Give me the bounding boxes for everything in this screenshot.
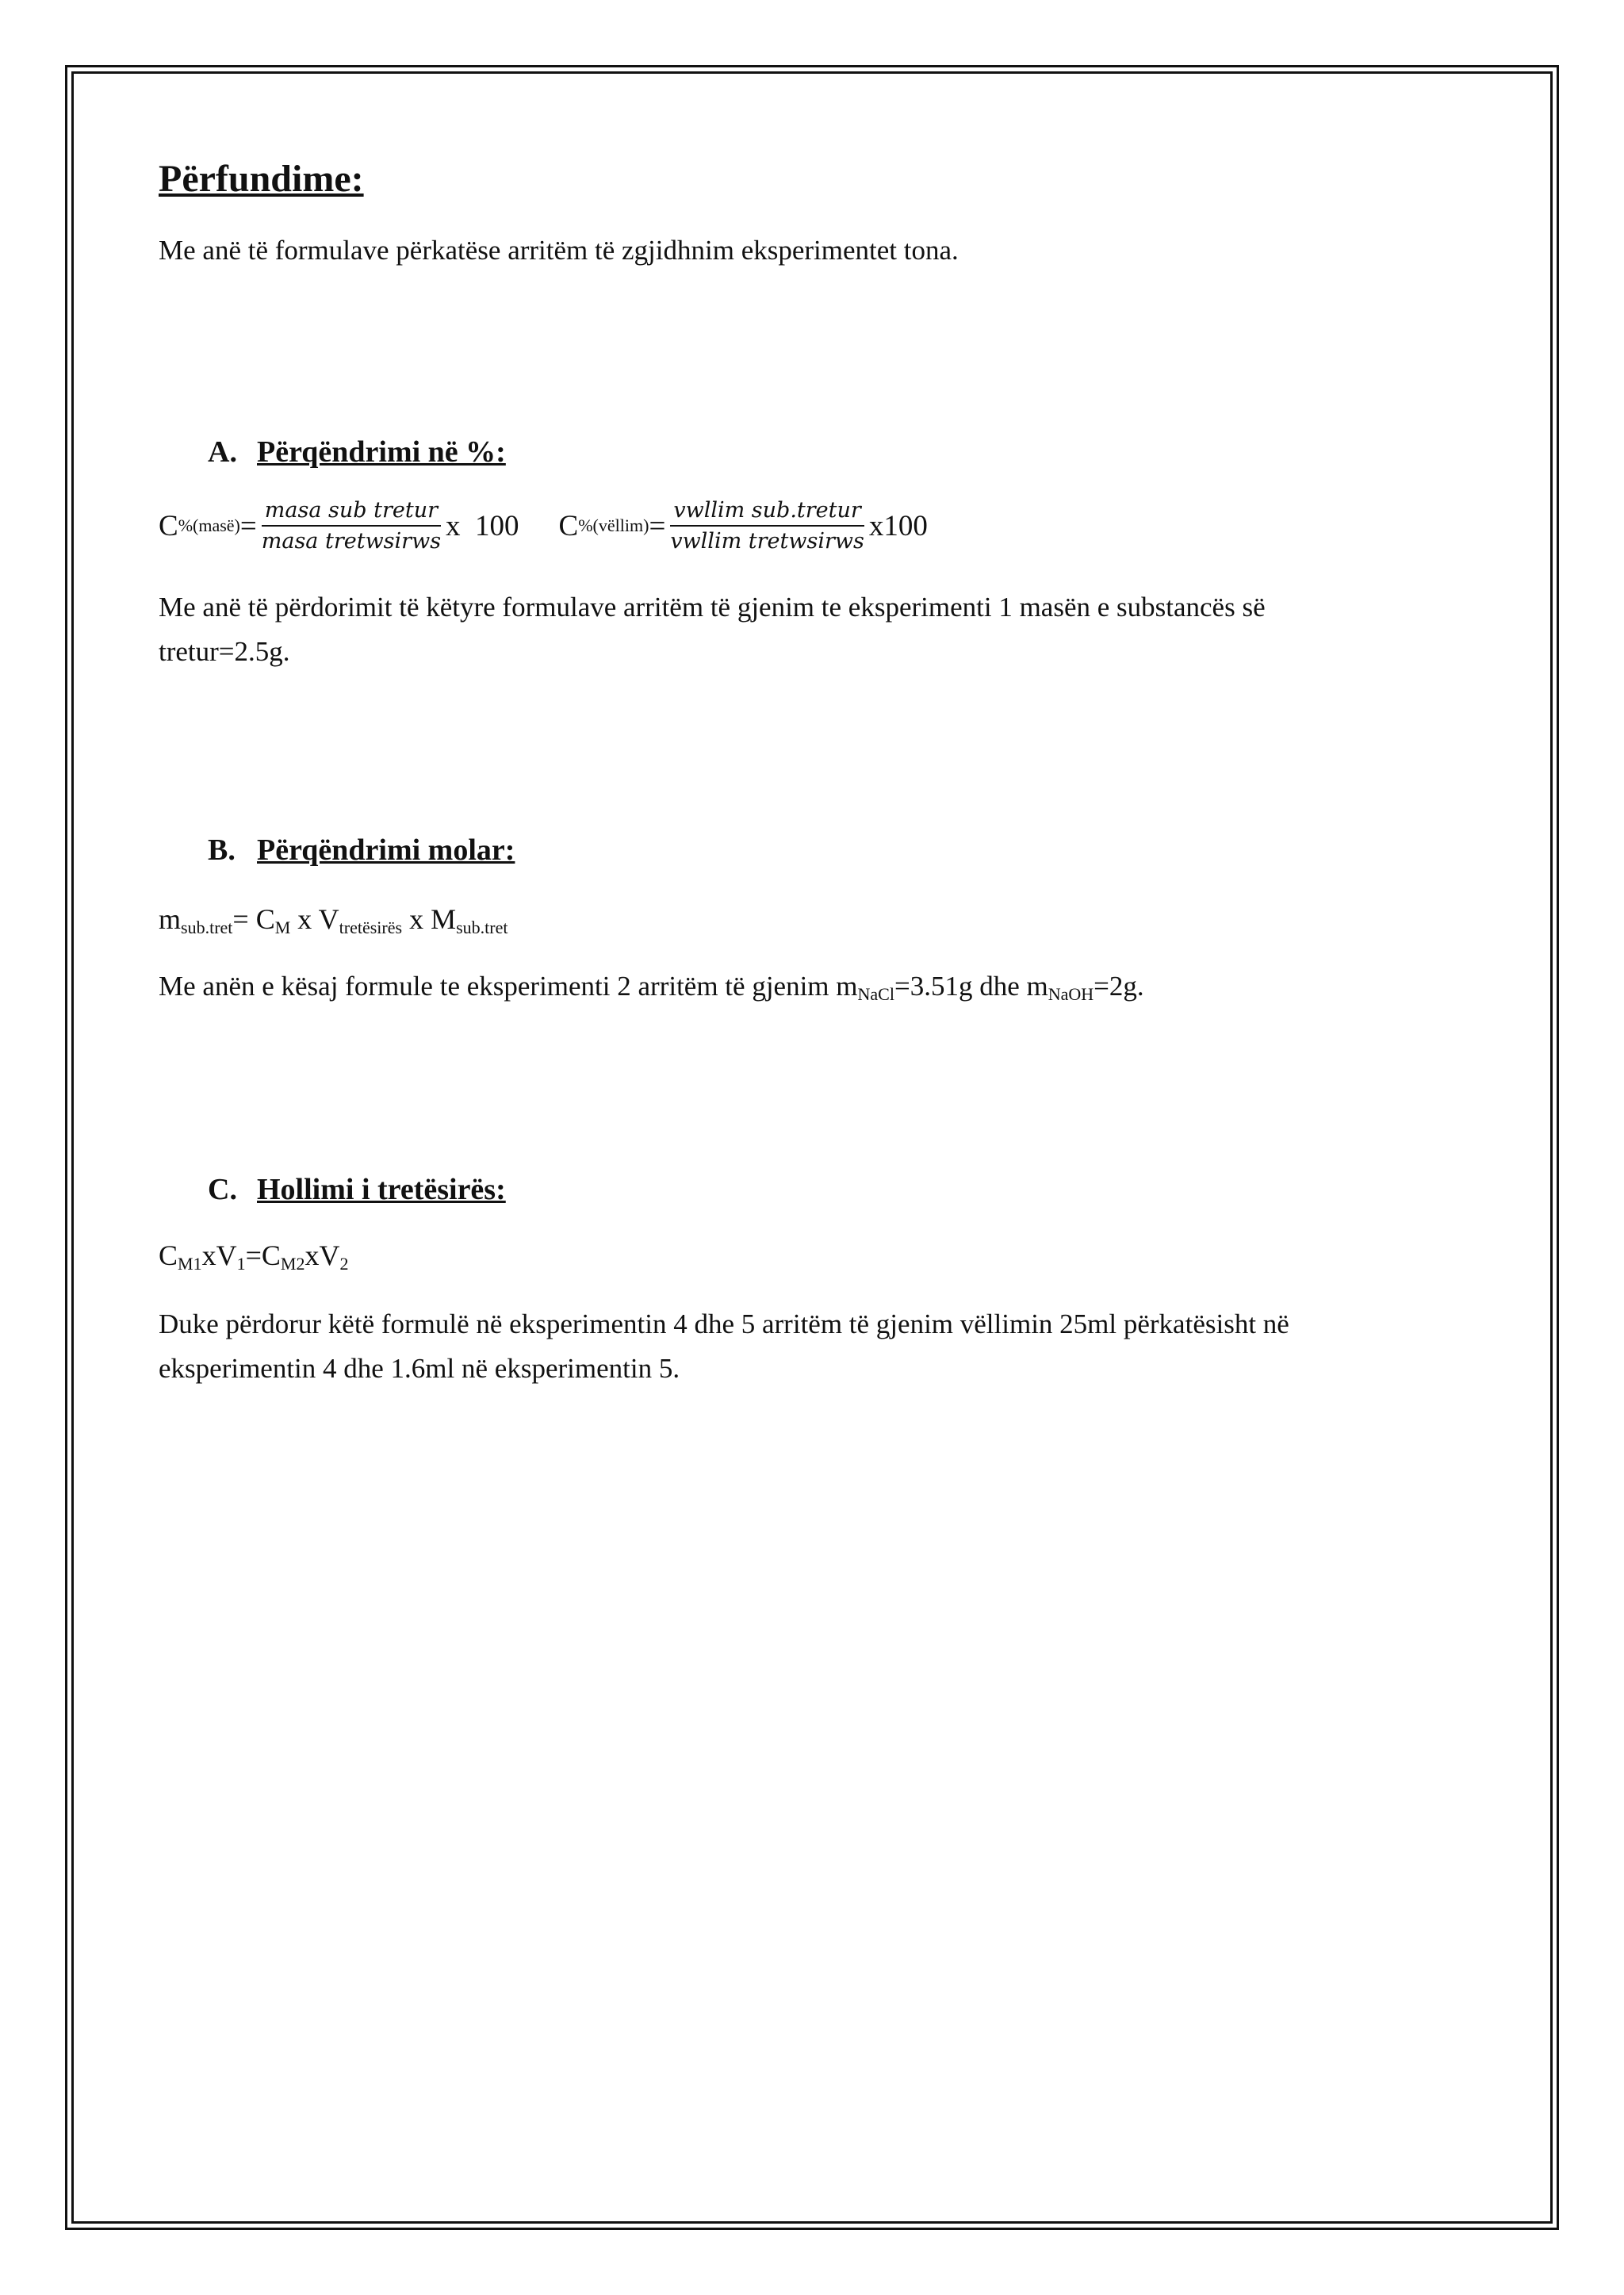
molar-eq-c: = C bbox=[232, 903, 275, 935]
section-a-heading bbox=[208, 435, 506, 469]
molar-m: m bbox=[159, 903, 182, 935]
formula2-eq: = bbox=[649, 509, 666, 542]
formula1-lhs: C bbox=[159, 509, 178, 542]
section-b-title: Përqëndrimi molar: bbox=[257, 833, 515, 867]
molar-x-v: x V bbox=[290, 903, 339, 935]
section-a-letter: A. bbox=[208, 435, 237, 469]
molar-c-sub: M bbox=[274, 918, 291, 937]
dilution-eq-c2: =C bbox=[245, 1239, 281, 1271]
section-b-text-part3: =2g. bbox=[1094, 971, 1144, 1002]
molar-m2-sub: sub.tret bbox=[456, 918, 508, 937]
section-b-text-part1: Me anën e kësaj formule te eksperimenti 2 arritëm të gjenim m bbox=[159, 971, 858, 1002]
nacl-sub: NaCl bbox=[857, 984, 894, 1004]
page-title: Përfundime: bbox=[159, 158, 364, 200]
dilution-v2-sub: 2 bbox=[339, 1254, 349, 1274]
dilution-xv2: xV bbox=[304, 1239, 340, 1271]
section-b-heading bbox=[208, 833, 515, 868]
intro-paragraph: Me anë të formulave përkatëse arritëm të zgjidhnim eksperimentet tona. bbox=[159, 235, 959, 266]
dilution-c2-sub: M2 bbox=[280, 1254, 305, 1274]
section-a-title: Përqëndrimi në %: bbox=[257, 435, 506, 469]
dilution-c1: C bbox=[159, 1239, 178, 1271]
formula2-fraction bbox=[667, 498, 868, 554]
molar-x-m: x M bbox=[402, 903, 457, 935]
formula-volume-percent: C %(vëllim) = $\frac{\text{vwllim sub.tretur}}{\text{vwllim tretwsirws}}$ x100 bbox=[558, 498, 928, 554]
section-c-letter: C. bbox=[208, 1173, 237, 1206]
section-b-letter: B. bbox=[208, 833, 236, 867]
molar-v-sub: tretësirës bbox=[339, 918, 403, 937]
section-c-title: Hollimi i tretësirës: bbox=[257, 1173, 506, 1206]
formula1-suffix: x 100 bbox=[446, 509, 519, 542]
dilution-c1-sub: M1 bbox=[178, 1254, 202, 1274]
formula2-suffix: x100 bbox=[868, 509, 928, 542]
section-c-text: Duke përdorur këtë formulë në eksperimentin 4 dhe 5 arritëm të gjenim vëllimin 25ml përkatësisht në eksperimentin 4 dhe 1.6ml në eksperimentin 5. bbox=[159, 1308, 1289, 1384]
formula1-eq: = bbox=[239, 509, 257, 542]
molar-m-sub: sub.tret bbox=[181, 918, 233, 937]
dilution-v1-sub: 1 bbox=[236, 1254, 246, 1274]
formula2-numerator: vwllim sub.tretur bbox=[670, 498, 864, 527]
section-c-heading bbox=[208, 1172, 506, 1207]
formula1-numerator: masa sub tretur bbox=[262, 498, 441, 527]
section-a-formulas bbox=[159, 498, 928, 554]
section-b-text-part2: =3.51g dhe m bbox=[894, 971, 1048, 1002]
section-a-text: Me anë të përdorimit të këtyre formulave arritëm të gjenim te eksperimenti 1 masën e substancës së tretur=2.5g. bbox=[159, 592, 1266, 667]
formula-molar bbox=[159, 902, 508, 936]
formula2-lhs: C bbox=[558, 509, 579, 542]
formula-mass-percent: C %(masë) = $\frac{\text{masa sub tretur}}{\text{masa tretwsirws}}$ x 100 bbox=[159, 498, 519, 554]
formula1-denominator: masa tretwsirws bbox=[261, 529, 442, 554]
dilution-xv1: xV bbox=[201, 1239, 237, 1271]
section-b-text bbox=[159, 964, 1144, 1009]
section-b-formula bbox=[159, 902, 508, 936]
naoh-sub: NaOH bbox=[1048, 984, 1094, 1004]
page-border-inner bbox=[71, 71, 1553, 2224]
formula-dilution bbox=[159, 1239, 348, 1272]
formula1-fraction bbox=[259, 498, 444, 554]
section-c-formula bbox=[159, 1239, 348, 1272]
formula2-denominator: vwllim tretwsirws bbox=[670, 529, 864, 554]
